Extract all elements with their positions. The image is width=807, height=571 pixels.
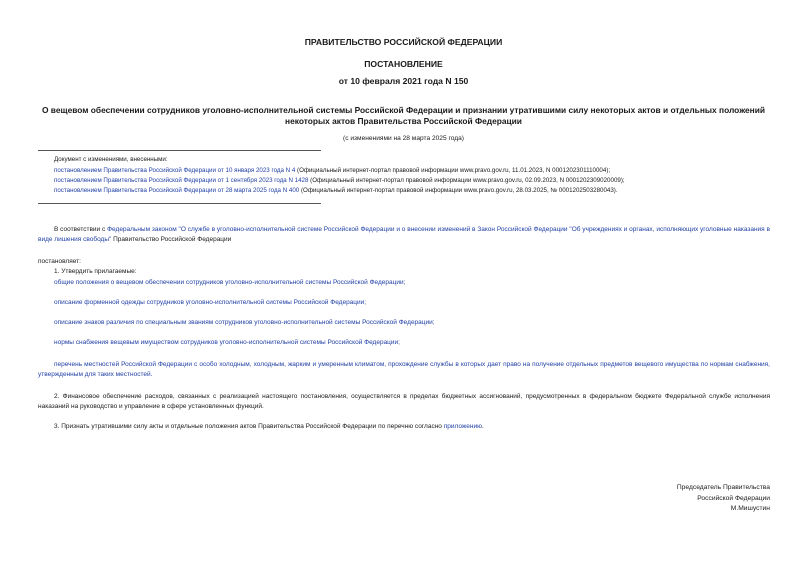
amendment-item	[54, 177, 625, 185]
point-1-item-insignia-description	[38, 318, 770, 328]
amendment-link-2[interactable]: постановлением Правительства Российской Федерации от 1 сентября 2023 года N 1428	[54, 177, 309, 184]
climate-list-link[interactable]: перечень местностей Российской Федерации с особо холодным, холодным, жарким и умеренным климатом, прохождение службы в которых дает право на получение отдельных предметов вещевого имущества по нормам снабжения, утвержденным для таких местностей.	[38, 361, 770, 378]
amendment-source-3: (Официальный интернет-портал правовой информации www.pravo.gov.ru, 28.03.2025, № 0001202503280043).	[299, 187, 618, 194]
divider-top	[38, 150, 321, 151]
preamble-prefix: В соответствии с	[54, 226, 108, 233]
point-3	[38, 422, 770, 432]
point-3-end: .	[481, 423, 484, 430]
resolves-text: постановляет:	[38, 258, 81, 265]
point-1-item-supply-norms	[38, 338, 770, 348]
amendment-item	[54, 187, 618, 195]
amendment-link-3[interactable]: постановлением Правительства Российской Федерации от 28 марта 2025 года N 400	[54, 187, 300, 194]
point-1-item-uniform-description	[38, 298, 770, 308]
document-title: О вещевом обеспечении сотрудников уголовно-исполнительной системы Российской Федерации и признании утратившими силу некоторых актов и отдельных положений некоторых актов Правительства Российской Федерации	[41, 105, 766, 126]
amendment-link-1[interactable]: постановлением Правительства Российской Федерации от 10 января 2023 года N 4	[54, 167, 296, 174]
appendix-link[interactable]: приложению	[443, 423, 482, 430]
amendments-heading: Документ с изменениями, внесенными:	[54, 156, 168, 163]
date-number: от 10 февраля 2021 года N 150	[338, 76, 469, 86]
general-provisions-link[interactable]: общие положения о вещевом обеспечении сотрудников уголовно-исполнительной системы Российской Федерации;	[54, 279, 406, 286]
point-1-item-climate-list	[38, 360, 770, 380]
point-2: 2. Финансовое обеспечение расходов, связанных с реализацией настоящего постановления, осуществляется в пределах бюджетных ассигнований, предусмотренных в федеральном бюджете Федеральной службе исполнения наказаний на руководство и управление в сфере установленных функций.	[38, 393, 770, 410]
preamble-suffix: Правительство Российской Федерации	[111, 236, 232, 243]
uniform-description-link[interactable]: описание форменной одежды сотрудников уголовно-исполнительной системы Российской Федерации;	[54, 299, 367, 306]
amendment-source-2: (Официальный интернет-портал правовой информации www.pravo.gov.ru, 02.09.2023, N 0001202309020009);	[308, 177, 625, 184]
point-3-text: 3. Признать утратившими силу акты и отдельные положения актов Правительства Российской Федерации по перечню согласно	[54, 423, 444, 430]
amendment-source-1: (Официальный интернет-портал правовой информации www.pravo.gov.ru, 11.01.2023, N 0001202301110004);	[295, 167, 611, 174]
government-heading: ПРАВИТЕЛЬСТВО РОССИЙСКОЙ ФЕДЕРАЦИИ	[304, 37, 503, 47]
federal-law-link[interactable]: Федеральным законом "О службе в уголовно-исполнительной системе Российской Федерации и о внесении изменений в Закон Российской Федерации "Об учреждениях и органах, исполняющих уголовные наказания в виде лишения свободы"	[38, 226, 770, 243]
signature-name: М.Мишустин	[730, 505, 770, 512]
preamble	[38, 225, 770, 245]
document-type: ПОСТАНОВЛЕНИЕ	[364, 59, 443, 69]
insignia-description-link[interactable]: описание знаков различия по специальным званиям сотрудников уголовно-исполнительной системы Российской Федерации;	[54, 319, 435, 326]
edition-note: (с изменениями на 28 марта 2025 года)	[343, 135, 464, 142]
point-1: 1. Утвердить прилагаемые:	[54, 268, 137, 275]
divider-bottom	[38, 203, 321, 204]
signature-position: Председатель Правительства	[676, 484, 770, 491]
supply-norms-link[interactable]: нормы снабжения вещевым имуществом сотрудников уголовно-исполнительной системы Российской Федерации;	[54, 339, 400, 346]
amendment-item	[54, 167, 610, 175]
signature-block	[677, 483, 770, 515]
signature-org: Российской Федерации	[697, 494, 770, 502]
point-1-item-general-provisions	[38, 278, 770, 288]
